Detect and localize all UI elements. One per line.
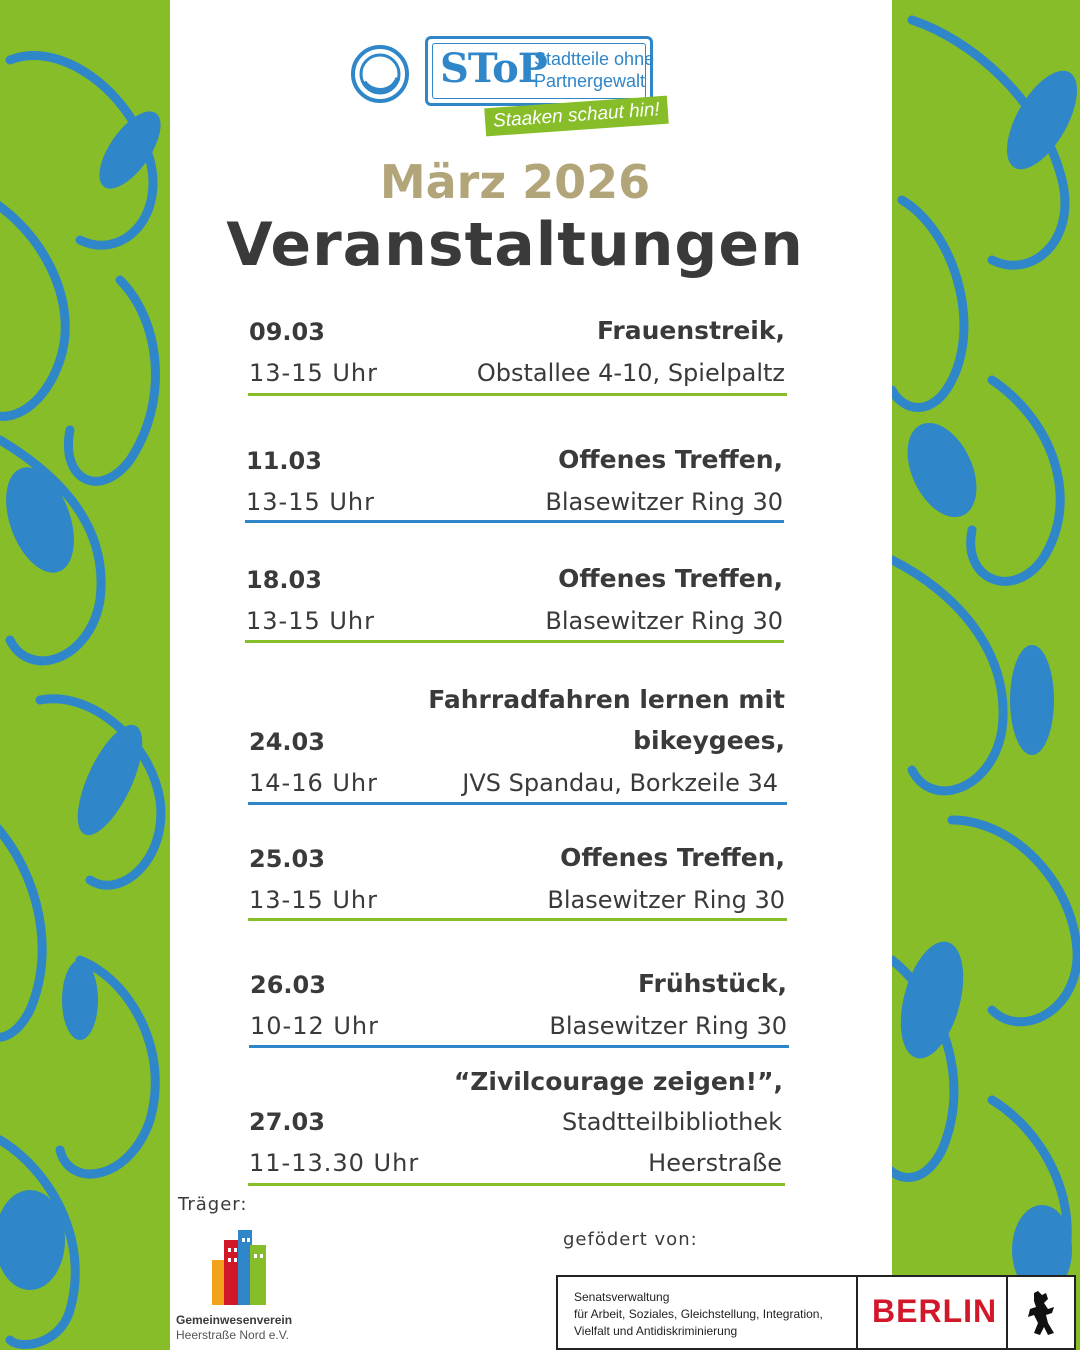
logo-subtitle-line1: Stadtteile ohne bbox=[534, 49, 655, 69]
stop-circle-icon bbox=[350, 44, 410, 104]
event-location: Stadtteilbibliothek bbox=[562, 1108, 782, 1136]
berlin-bear-icon bbox=[1024, 1289, 1060, 1339]
funded-by-label: gefödert von: bbox=[563, 1229, 698, 1250]
event-date: 18.03 bbox=[246, 566, 322, 594]
event-time: 13-15 Uhr bbox=[249, 886, 379, 914]
event-title: Offenes Treffen, bbox=[558, 564, 783, 593]
event-location: Blasewitzer Ring 30 bbox=[547, 886, 785, 914]
logo-brand: SToP bbox=[440, 45, 547, 92]
event-location: JVS Spandau, Borkzeile 34 bbox=[462, 769, 778, 797]
event-divider bbox=[249, 1045, 789, 1048]
event-title: “Zivilcourage zeigen!”, bbox=[453, 1067, 783, 1096]
event-date: 25.03 bbox=[249, 845, 325, 873]
stop-logo bbox=[350, 36, 660, 146]
event-divider bbox=[248, 918, 787, 921]
sponsor-line2: für Arbeit, Soziales, Gleichstellung, Integration, bbox=[574, 1307, 823, 1321]
event-time: 13-15 Uhr bbox=[249, 359, 379, 387]
event-date: 24.03 bbox=[249, 728, 325, 756]
event-location: Obstallee 4-10, Spielpaltz bbox=[476, 359, 785, 387]
event-divider bbox=[245, 640, 784, 643]
event-date: 09.03 bbox=[249, 318, 325, 346]
event-title: Fahrradfahren lernen mit bbox=[428, 685, 785, 714]
event-time: 13-15 Uhr bbox=[246, 488, 376, 516]
gemeinwesenverein-logo-icon bbox=[210, 1220, 270, 1310]
sponsor-line1: Senatsverwaltung bbox=[574, 1290, 670, 1304]
event-title: Offenes Treffen, bbox=[560, 843, 785, 872]
traeger-subtitle: Heerstraße Nord e.V. bbox=[176, 1328, 289, 1342]
sponsor-line3: Vielfalt und Antidiskriminierung bbox=[574, 1324, 738, 1338]
event-divider bbox=[248, 393, 787, 396]
logo-subtitle-line2: Partnergewalt bbox=[534, 71, 646, 91]
event-title: Offenes Treffen, bbox=[558, 445, 783, 474]
month-heading: März 2026 bbox=[379, 155, 651, 209]
stop-logo-box bbox=[425, 36, 653, 106]
event-location: Blasewitzer Ring 30 bbox=[545, 488, 783, 516]
sponsor-text bbox=[574, 1289, 854, 1340]
logo-tagline: Staaken schaut hin! bbox=[484, 96, 668, 137]
event-date: 11.03 bbox=[246, 447, 322, 475]
event-date: 26.03 bbox=[250, 971, 326, 999]
event-location: Blasewitzer Ring 30 bbox=[549, 1012, 787, 1040]
event-title-line2: bikeygees, bbox=[633, 726, 785, 755]
page-title: Veranstaltungen bbox=[226, 210, 804, 280]
event-divider bbox=[245, 520, 784, 523]
traeger-name: Gemeinwesenverein bbox=[176, 1313, 293, 1327]
event-divider bbox=[248, 1183, 785, 1186]
traeger-label: Träger: bbox=[178, 1194, 248, 1215]
event-time: 13-15 Uhr bbox=[246, 607, 376, 635]
berlin-wordmark: BERLIN bbox=[872, 1293, 998, 1329]
event-location: Blasewitzer Ring 30 bbox=[545, 607, 783, 635]
floral-pattern-right bbox=[892, 0, 1080, 1350]
event-location-line2: Heerstraße bbox=[648, 1149, 782, 1177]
left-floral-panel bbox=[0, 0, 170, 1350]
floral-pattern-left bbox=[0, 0, 170, 1350]
event-title: Frauenstreik, bbox=[596, 316, 785, 345]
event-time: 10-12 Uhr bbox=[250, 1012, 380, 1040]
event-time: 14-16 Uhr bbox=[249, 769, 379, 797]
event-divider bbox=[248, 802, 787, 805]
sponsor-box bbox=[556, 1275, 1076, 1350]
event-date: 27.03 bbox=[249, 1108, 325, 1136]
right-floral-panel bbox=[892, 0, 1080, 1350]
event-title: Frühstück, bbox=[638, 969, 787, 998]
event-time: 11-13.30 Uhr bbox=[249, 1149, 420, 1177]
